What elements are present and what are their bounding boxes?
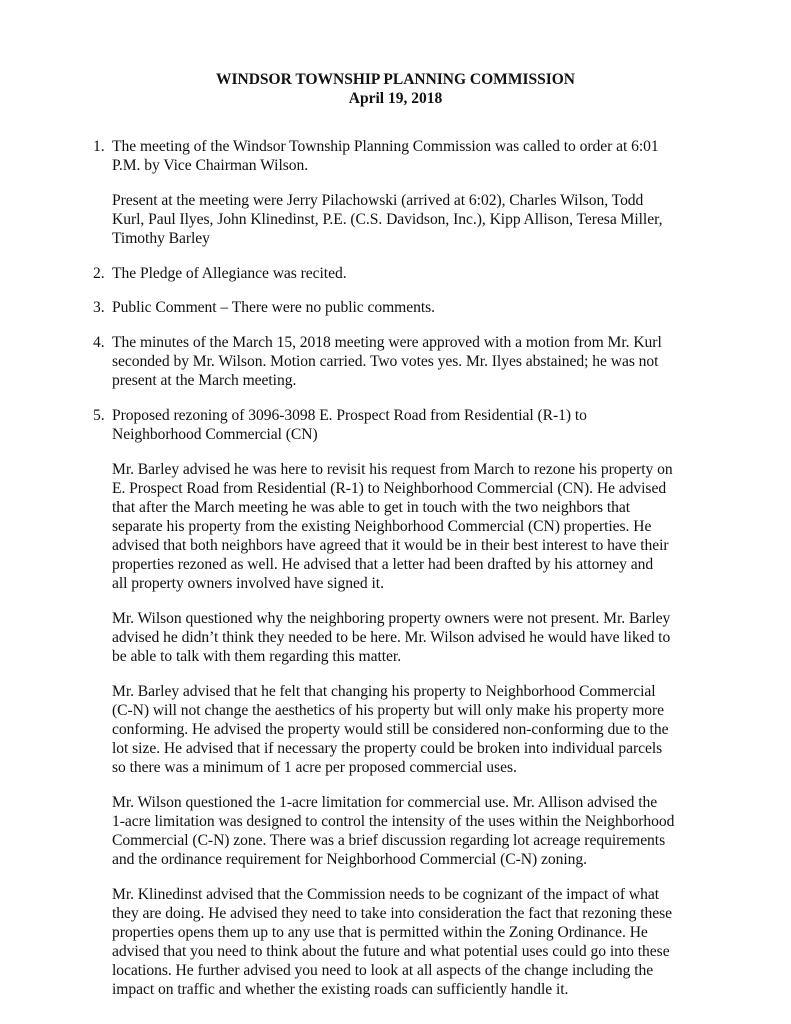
paragraph-line: Mr. Barley advised that he felt that changing his property to Neighborhood Commercial xyxy=(112,683,656,700)
paragraph-line: (C-N) will not change the aesthetics of his property but will only make his property more xyxy=(112,702,665,719)
item-text-line: Proposed rezoning of 3096-3098 E. Prospect Road from Residential (R-1) to xyxy=(112,407,587,424)
item-text-line: The meeting of the Windsor Township Planning Commission was called to order at 6:01 xyxy=(112,138,659,155)
paragraph-line: advised that both neighbors have agreed that it would be in their best interest to have their xyxy=(112,537,669,554)
paragraph-line: Mr. Wilson questioned why the neighboring property owners were not present. Mr. Barley xyxy=(112,610,671,627)
item-number: 5. xyxy=(93,407,105,424)
paragraph-line: so there was a minimum of 1 acre per proposed commercial uses. xyxy=(112,759,517,776)
paragraph-line: 1-acre limitation was designed to control the intensity of the uses within the Neighborhood xyxy=(112,813,675,830)
paragraph-line: lot size. He advised that if necessary the property could be broken into individual parcels xyxy=(112,740,663,757)
document-title: WINDSOR TOWNSHIP PLANNING COMMISSION xyxy=(216,71,575,88)
item-number: 2. xyxy=(93,265,105,282)
item-text-line: Neighborhood Commercial (CN) xyxy=(112,426,318,443)
paragraph-line: locations. He further advised you need to look at all aspects of the change including the xyxy=(112,962,654,979)
paragraph-line: they are doing. He advised they need to take into consideration the fact that rezoning these xyxy=(112,905,673,922)
item-text-line: Public Comment – There were no public comments. xyxy=(112,299,436,316)
paragraph-line: impact on traffic and whether the existing roads can sufficiently handle it. xyxy=(112,981,569,998)
paragraph-line: and the ordinance requirement for Neighborhood Commercial (C-N) zoning. xyxy=(112,851,587,868)
item-number: 4. xyxy=(93,334,105,351)
item-text-line: P.M. by Vice Chairman Wilson. xyxy=(112,157,309,174)
document-date: April 19, 2018 xyxy=(348,90,443,107)
paragraph-line: Present at the meeting were Jerry Pilachowski (arrived at 6:02), Charles Wilson, Todd xyxy=(112,192,644,209)
paragraph-line: Commercial (C-N) zone. There was a brief discussion regarding lot acreage requirements xyxy=(112,832,666,849)
item-text-line: present at the March meeting. xyxy=(112,372,297,389)
paragraph-line: all property owners involved have signed it. xyxy=(112,575,384,592)
paragraph-line: properties rezoned as well. He advised that a letter had been drafted by his attorney and xyxy=(112,556,654,573)
paragraph-line: advised he didn’t think they needed to be here. Mr. Wilson advised he would have liked to xyxy=(112,629,671,646)
paragraph-line: Mr. Klinedinst advised that the Commission needs to be cognizant of the impact of what xyxy=(112,886,660,903)
item-text-line: The minutes of the March 15, 2018 meeting were approved with a motion from Mr. Kurl xyxy=(112,334,662,351)
paragraph-line: Mr. Barley advised he was here to revisit his request from March to rezone his property on xyxy=(112,461,673,478)
paragraph-line: be able to talk with them regarding this matter. xyxy=(112,648,402,665)
item-number: 1. xyxy=(93,138,105,155)
item-text-line: The Pledge of Allegiance was recited. xyxy=(112,265,347,282)
paragraph-line: conforming. He advised the property would still be considered non-conforming due to the xyxy=(112,721,669,738)
paragraph-line: Timothy Barley xyxy=(112,230,210,247)
document-header xyxy=(0,70,791,108)
paragraph-line: Kurl, Paul Ilyes, John Klinedinst, P.E. (C.S. Davidson, Inc.), Kipp Allison, Teresa Miller, xyxy=(112,211,663,228)
paragraph-line: properties opens them up to any use that is permitted within the Zoning Ordinance. He xyxy=(112,924,648,941)
paragraph-line: that after the March meeting he was able to get in touch with the two neighbors that xyxy=(112,499,631,516)
paragraph-line: Mr. Wilson questioned the 1-acre limitation for commercial use. Mr. Allison advised the xyxy=(112,794,658,811)
paragraph-line: E. Prospect Road from Residential (R-1) to Neighborhood Commercial (CN). He advised xyxy=(112,480,667,497)
item-text-line: seconded by Mr. Wilson. Motion carried. Two votes yes. Mr. Ilyes abstained; he was not xyxy=(112,353,659,370)
paragraph-line: separate his property from the existing Neighborhood Commercial (CN) properties. He xyxy=(112,518,652,535)
paragraph-line: advised that you need to think about the future and what potential uses could go into these xyxy=(112,943,670,960)
item-number: 3. xyxy=(93,299,105,316)
